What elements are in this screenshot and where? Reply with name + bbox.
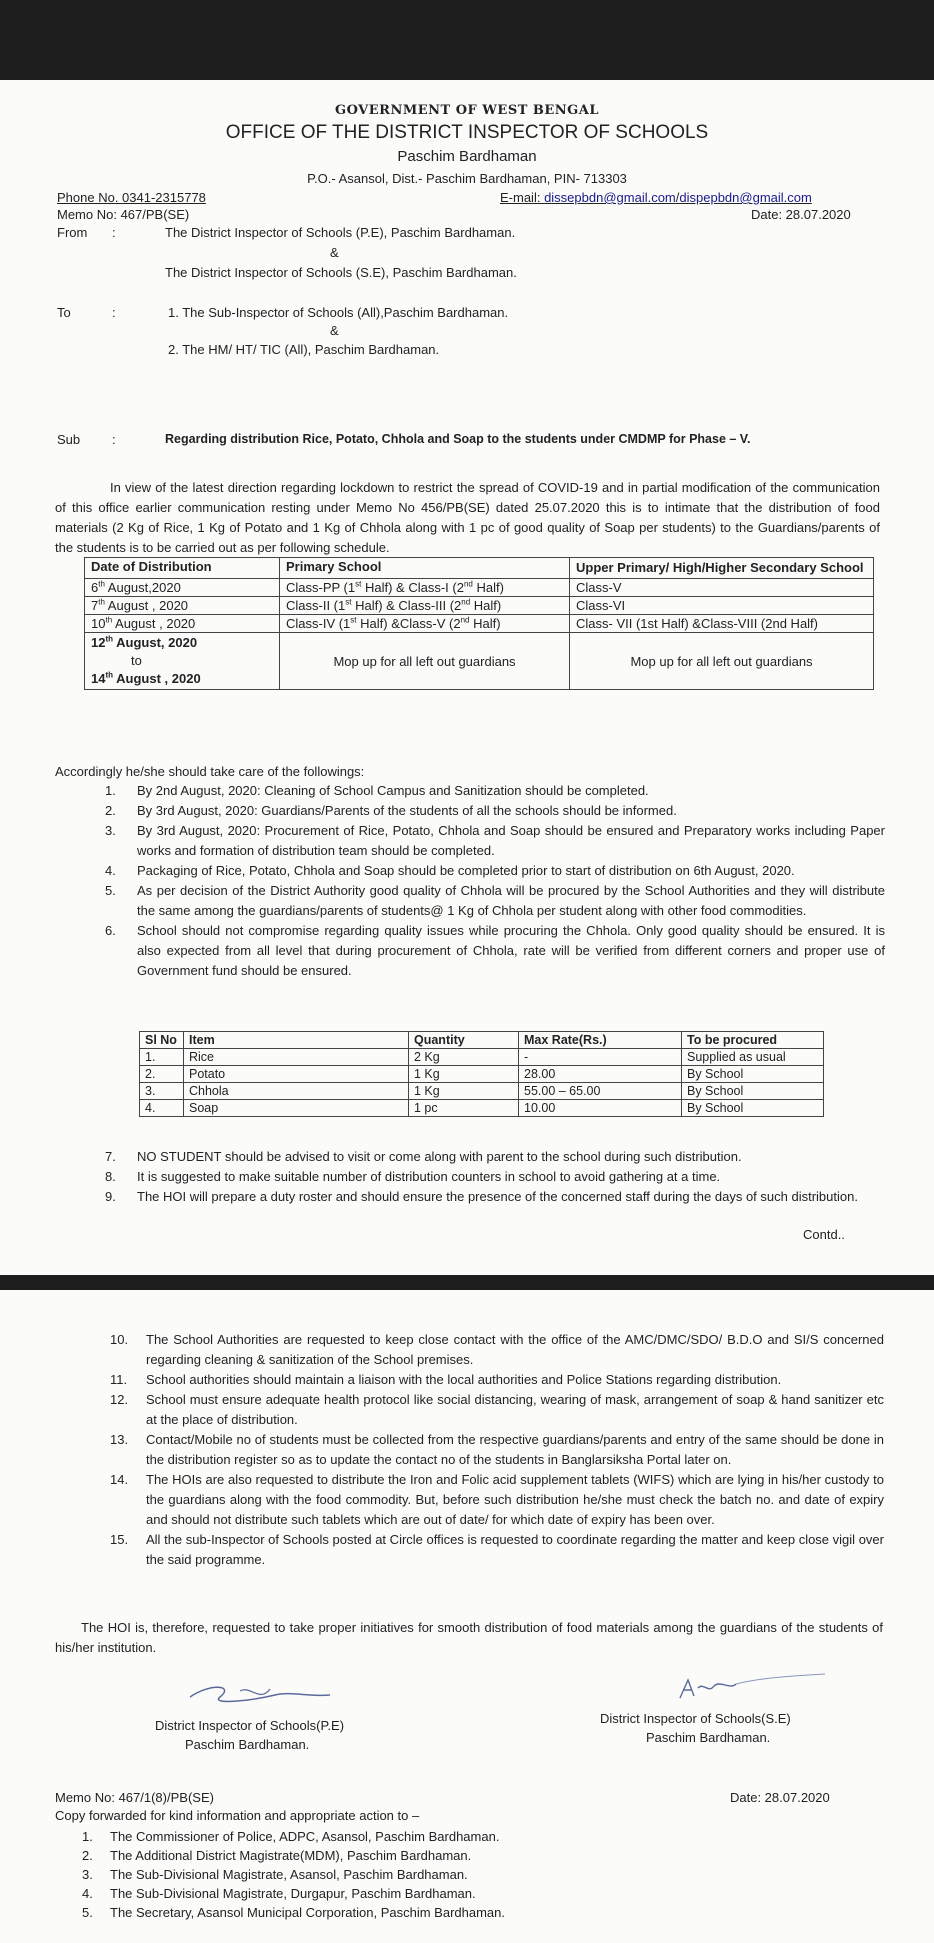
letter-page-1 — [0, 80, 934, 1275]
table-cell: 3. — [140, 1083, 184, 1100]
schedule-mopup-upper: Mop up for all left out guardians — [570, 633, 874, 690]
table-cell: Potato — [184, 1066, 409, 1083]
schedule-date-cell: 7th August , 2020 — [85, 597, 280, 615]
list-item: 2. By 3rd August, 2020: Guardians/Parents of the students of all the schools should be informed. — [105, 803, 677, 818]
list-item: 6. School should not compromise regarding quality issues while procuring the Chhola. Only good quality should be ensured. It is also expected from all level that during procurement of Chhola, rate will be verified from different corners and proper use of Government fund should be ensured. — [105, 923, 885, 978]
copy-forward-intro: Copy forwarded for kind information and appropriate action to – — [55, 1808, 420, 1823]
table-cell: By School — [682, 1083, 824, 1100]
from-ampersand: & — [330, 245, 339, 260]
list-item: 10. The School Authorities are requested to keep close contact with the office of the AMC/DMC/SDO/ B.D.O and SI/S concerned regarding cleaning & sanitization of the School premises. — [110, 1332, 884, 1367]
rates-header-row — [140, 1032, 824, 1049]
schedule-mopup-primary: Mop up for all left out guardians — [280, 633, 570, 690]
subject-label: Sub — [57, 432, 81, 447]
schedule-upper-cell: Class- VII (1st Half) &Class-VIII (2nd Half) — [570, 615, 874, 633]
schedule-date-cell: 10th August , 2020 — [85, 615, 280, 633]
instruction-list — [105, 781, 885, 981]
schedule-primary-cell: Class-IV (1st Half) &Class-V (2nd Half) — [280, 615, 570, 633]
table-cell: 1 Kg — [409, 1066, 519, 1083]
email-link-1[interactable]: dissepbdn@gmail.com — [544, 190, 676, 205]
subject-text: Regarding distribution Rice, Potato, Chhola and Soap to the students under CMDMP for Phase – V. — [165, 432, 751, 446]
list-item: 12. School must ensure adequate health protocol like social distancing, wearing of mask, arrangement of soap & hand sanitizer etc at the place of distribution. — [110, 1392, 884, 1427]
memo-number: Memo No: 467/PB(SE) — [57, 207, 190, 222]
table-cell: Soap — [184, 1100, 409, 1117]
memo-date: Date: 28.07.2020 — [751, 207, 851, 222]
district-heading: Paschim Bardhaman — [397, 148, 537, 165]
govt-heading: GOVERNMENT OF WEST BENGAL — [334, 103, 600, 118]
list-item: 3. The Sub-Divisional Magistrate, Asansol, Paschim Bardhaman. — [82, 1867, 468, 1882]
rates-header-cell: Item — [184, 1032, 409, 1049]
list-item: 5. As per decision of the District Authority good quality of Chhola will be procured by the School Authorities and they will distribute the same among the guardians/parents of students@ 1 Kg of Chhola per student along with other food commodities. — [105, 883, 885, 918]
signature-right-icon — [670, 1668, 830, 1708]
rates-header-cell: Quantity — [409, 1032, 519, 1049]
schedule-row — [85, 615, 874, 633]
copy-recipient-list — [82, 1827, 782, 1922]
list-item: 7. NO STUDENT should be advised to visit or come along with parent to the school during such distribution. — [105, 1149, 742, 1164]
email-label: E-mail: — [500, 190, 545, 205]
continued-marker: Contd.. — [803, 1227, 845, 1242]
schedule-row — [85, 579, 874, 597]
email-link-2[interactable]: dispepbdn@gmail.com — [679, 190, 812, 205]
table-cell: By School — [682, 1100, 824, 1117]
to-line-2: 2. The HM/ HT/ TIC (All), Paschim Bardhaman. — [168, 342, 440, 357]
phone-number: Phone No. 0341-2315778 — [57, 190, 206, 205]
list-item: 2. The Additional District Magistrate(MDM), Paschim Bardhaman. — [82, 1848, 472, 1863]
list-item: 3. By 3rd August, 2020: Procurement of Rice, Potato, Chhola and Soap should be ensured and Preparatory works including Paper works and formation of distribution team should be completed. — [105, 823, 885, 858]
table-row — [140, 1049, 824, 1066]
intro-paragraph: In view of the latest direction regarding lockdown to restrict the spread of COVID-19 and in partial modification of the communication of this office earlier communication resting under Memo No 456/PB(SE) dated 25.07.2020 this is to intimate that the distribution of food materials (2 Kg of Rice, 1 Kg of Potato and 1 Kg of Chhola along with 1 pc of good quality of Soap per students) to the Guardians/parents of the students is to be carried out as per following schedule. — [55, 480, 880, 555]
signatory-left-place: Paschim Bardhaman. — [185, 1737, 310, 1752]
table-cell: Supplied as usual — [682, 1049, 824, 1066]
to-colon: : — [112, 305, 116, 320]
letter-page-2 — [0, 1290, 934, 1943]
to-ampersand: & — [330, 323, 339, 338]
office-heading: OFFICE OF THE DISTRICT INSPECTOR OF SCHOOLS — [225, 122, 709, 143]
schedule-upper-cell: Class-V — [570, 579, 874, 597]
rates-table — [139, 1031, 824, 1117]
instruction-list-page2 — [110, 1330, 884, 1570]
table-cell: 1 Kg — [409, 1083, 519, 1100]
to-line-1: 1. The Sub-Inspector of Schools (All),Paschim Bardhaman. — [168, 305, 509, 320]
schedule-header-date: Date of Distribution — [85, 558, 280, 579]
from-line-2: The District Inspector of Schools (S.E), Paschim Bardhaman. — [165, 265, 517, 280]
signatory-right-title: District Inspector of Schools(S.E) — [600, 1711, 791, 1726]
list-item: 14. The HOIs are also requested to distribute the Iron and Folic acid supplement tablets (WIFS) which are lying in his/her custody to the guardians along with the food commodity. But, before such distribution he/she must check the batch no. and date of expiry and should not distribute such tablets which are out of date/ for which date of expiry has been over. — [110, 1472, 884, 1527]
list-item: 1. The Commissioner of Police, ADPC, Asansol, Paschim Bardhaman. — [82, 1829, 500, 1844]
schedule-primary-cell: Class-II (1st Half) & Class-III (2nd Half) — [280, 597, 570, 615]
schedule-header-row — [85, 558, 874, 579]
schedule-header-primary: Primary School — [280, 558, 570, 579]
rates-header-cell: Sl No — [140, 1032, 184, 1049]
memo-copy-date: Date: 28.07.2020 — [730, 1790, 830, 1805]
table-cell: Chhola — [184, 1083, 409, 1100]
schedule-row — [85, 597, 874, 615]
list-item: 5. The Secretary, Asansol Municipal Corporation, Paschim Bardhaman. — [82, 1905, 506, 1920]
rates-header-cell: To be procured — [682, 1032, 824, 1049]
schedule-mopup-row — [85, 633, 874, 690]
instruction-list-continued — [105, 1147, 885, 1207]
schedule-header-upper: Upper Primary/ High/Higher Secondary School — [570, 558, 874, 579]
to-label: To — [57, 305, 71, 320]
table-cell: 2 Kg — [409, 1049, 519, 1066]
table-cell: 4. — [140, 1100, 184, 1117]
table-cell: Rice — [184, 1049, 409, 1066]
subject-colon: : — [112, 432, 116, 447]
from-label: From — [57, 225, 88, 240]
signatory-left-title: District Inspector of Schools(P.E) — [155, 1718, 345, 1733]
schedule-primary-cell: Class-PP (1st Half) & Class-I (2nd Half) — [280, 579, 570, 597]
office-address: P.O.- Asansol, Dist.- Paschim Bardhaman, PIN- 713303 — [307, 171, 627, 186]
table-cell: 1 pc — [409, 1100, 519, 1117]
rates-header-cell: Max Rate(Rs.) — [519, 1032, 682, 1049]
email-line — [500, 190, 812, 205]
from-line-1: The District Inspector of Schools (P.E), Paschim Bardhaman. — [165, 225, 516, 240]
table-row — [140, 1066, 824, 1083]
list-item: 1. By 2nd August, 2020: Cleaning of School Campus and Sanitization should be completed. — [105, 783, 649, 798]
list-item: 8. It is suggested to make suitable number of distribution counters in school to avoid gathering at a time. — [105, 1169, 721, 1184]
list-item: 4. Packaging of Rice, Potato, Chhola and Soap should be completed prior to start of distribution on 6th August, 2020. — [105, 863, 795, 878]
from-colon: : — [112, 225, 116, 240]
closing-paragraph: The HOI is, therefore, requested to take proper initiatives for smooth distribution of food materials among the guardians of the students of his/her institution. — [55, 1620, 883, 1655]
table-cell: By School — [682, 1066, 824, 1083]
table-cell: 1. — [140, 1049, 184, 1066]
table-cell: - — [519, 1049, 682, 1066]
schedule-mopup-dates: 12th August, 2020 to 14th August , 2020 — [85, 633, 280, 690]
memo-copy-number: Memo No: 467/1(8)/PB(SE) — [55, 1790, 214, 1805]
table-cell: 55.00 – 65.00 — [519, 1083, 682, 1100]
list-item: 9. The HOI will prepare a duty roster and should ensure the presence of the concerned staff during the days of such distribution. — [105, 1189, 858, 1204]
list-item: 13. Contact/Mobile no of students must be collected from the respective guardians/parents and entry of the same should be done in the distribution register so as to update the contact no of the students in Banglarsiksha Portal later on. — [110, 1432, 884, 1467]
table-cell: 2. — [140, 1066, 184, 1083]
signatory-right-place: Paschim Bardhaman. — [646, 1730, 771, 1745]
table-row — [140, 1083, 824, 1100]
schedule-date-cell: 6th August,2020 — [85, 579, 280, 597]
list-item: 4. The Sub-Divisional Magistrate, Durgapur, Paschim Bardhaman. — [82, 1886, 476, 1901]
accordingly-line: Accordingly he/she should take care of the followings: — [55, 764, 365, 779]
email-separator: / — [675, 190, 680, 205]
schedule-table — [84, 557, 874, 690]
signature-left-icon — [180, 1675, 340, 1715]
table-cell: 10.00 — [519, 1100, 682, 1117]
list-item: 15. All the sub-Inspector of Schools posted at Circle offices is requested to coordinate regarding the matter and keep close vigil over the said programme. — [110, 1532, 884, 1567]
table-cell: 28.00 — [519, 1066, 682, 1083]
table-row — [140, 1100, 824, 1117]
list-item: 11. School authorities should maintain a liaison with the local authorities and Police Stations regarding distribution. — [110, 1372, 782, 1387]
schedule-upper-cell: Class-VI — [570, 597, 874, 615]
